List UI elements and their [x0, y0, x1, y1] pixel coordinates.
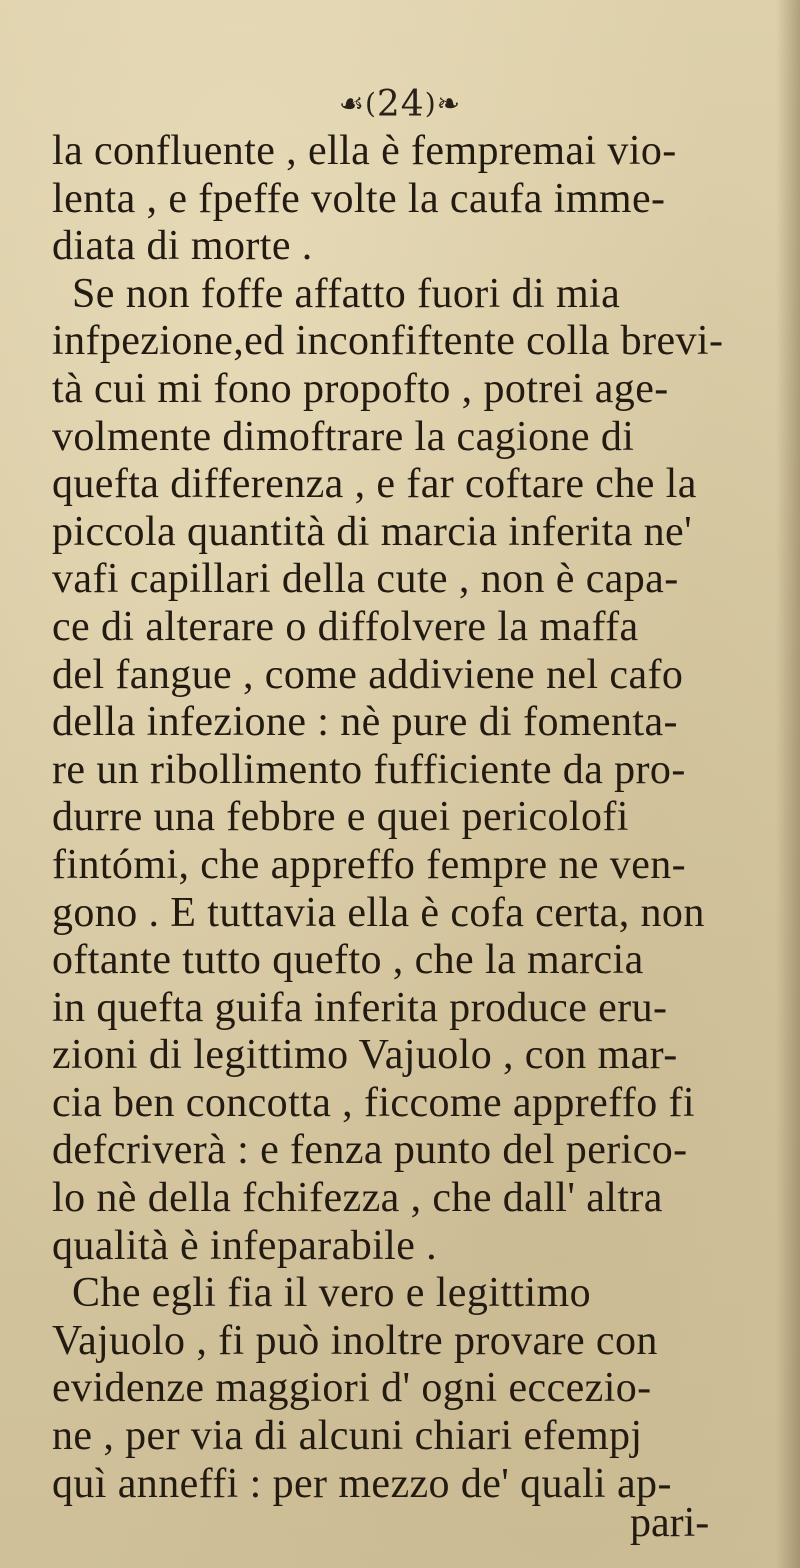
text-line: quì anneffi : per mezzo de' quali ap-	[52, 1460, 672, 1507]
text-line: diata di morte .	[52, 223, 313, 270]
text-line: della infezione : nè pure di fomenta-	[52, 699, 678, 746]
text-line: vafi capillari della cute , non è capa-	[52, 556, 679, 603]
text-line: durre una febbre e quei pericolofi	[52, 794, 629, 841]
page-number: 24	[376, 84, 425, 125]
text-line: quefta differenza , e far coftare che la	[52, 461, 697, 508]
body-text	[52, 128, 792, 1508]
text-line: fintómi, che appreffo fempre ne ven-	[52, 841, 687, 888]
text-line: tà cui mi fono propofto , potrei age-	[52, 365, 669, 412]
ornament-left: ☙(	[338, 87, 377, 120]
text-line: gono . E tuttavia ella è cofa certa, non	[52, 889, 705, 936]
text-line: Che egli fia il vero e legittimo	[72, 1270, 591, 1317]
text-line: re un ribollimento fufficiente da pro-	[52, 746, 686, 793]
text-line: defcriverà : e fenza punto del perico-	[52, 1127, 688, 1174]
text-line: lo nè della fchifezza , che dall' altra	[52, 1175, 663, 1222]
text-line: la confluente , ella è fempremai vio-	[52, 128, 677, 174]
text-line: lenta , e fpeffe volte la caufa imme-	[52, 175, 666, 222]
ornament-right: )❧	[424, 87, 462, 120]
text-line: del fangue , come addiviene nel cafo	[52, 651, 684, 698]
text-line: evidenze maggiori d' ogni eccezio-	[52, 1365, 652, 1412]
text-line: volmente dimoftrare la cagione di	[52, 413, 635, 460]
text-line: qualità è infeparabile .	[52, 1222, 438, 1269]
text-line: oftante tutto quefto , che la marcia	[52, 937, 644, 984]
text-line: ce di alterare o diffolvere la maffa	[52, 603, 639, 650]
text-line: piccola quantità di marcia inferita ne'	[52, 508, 693, 555]
text-line: Vajuolo , fi può inoltre provare con	[52, 1317, 658, 1364]
text-line: zioni di legittimo Vajuolo , con mar-	[52, 1032, 678, 1079]
text-line: infpezione,ed inconfiftente colla brevi-	[52, 318, 724, 365]
text-line: ne , per via di alcuni chiari efempj	[52, 1413, 643, 1460]
text-line: in quefta guifa inferita produce eru-	[52, 984, 668, 1031]
text-line: Se non foffe affatto fuori di mia	[72, 270, 621, 317]
catchword: pari-	[630, 1500, 710, 1546]
text-line: cia ben concotta , ficcome appreffo fi	[52, 1079, 695, 1126]
page-header	[0, 84, 800, 125]
